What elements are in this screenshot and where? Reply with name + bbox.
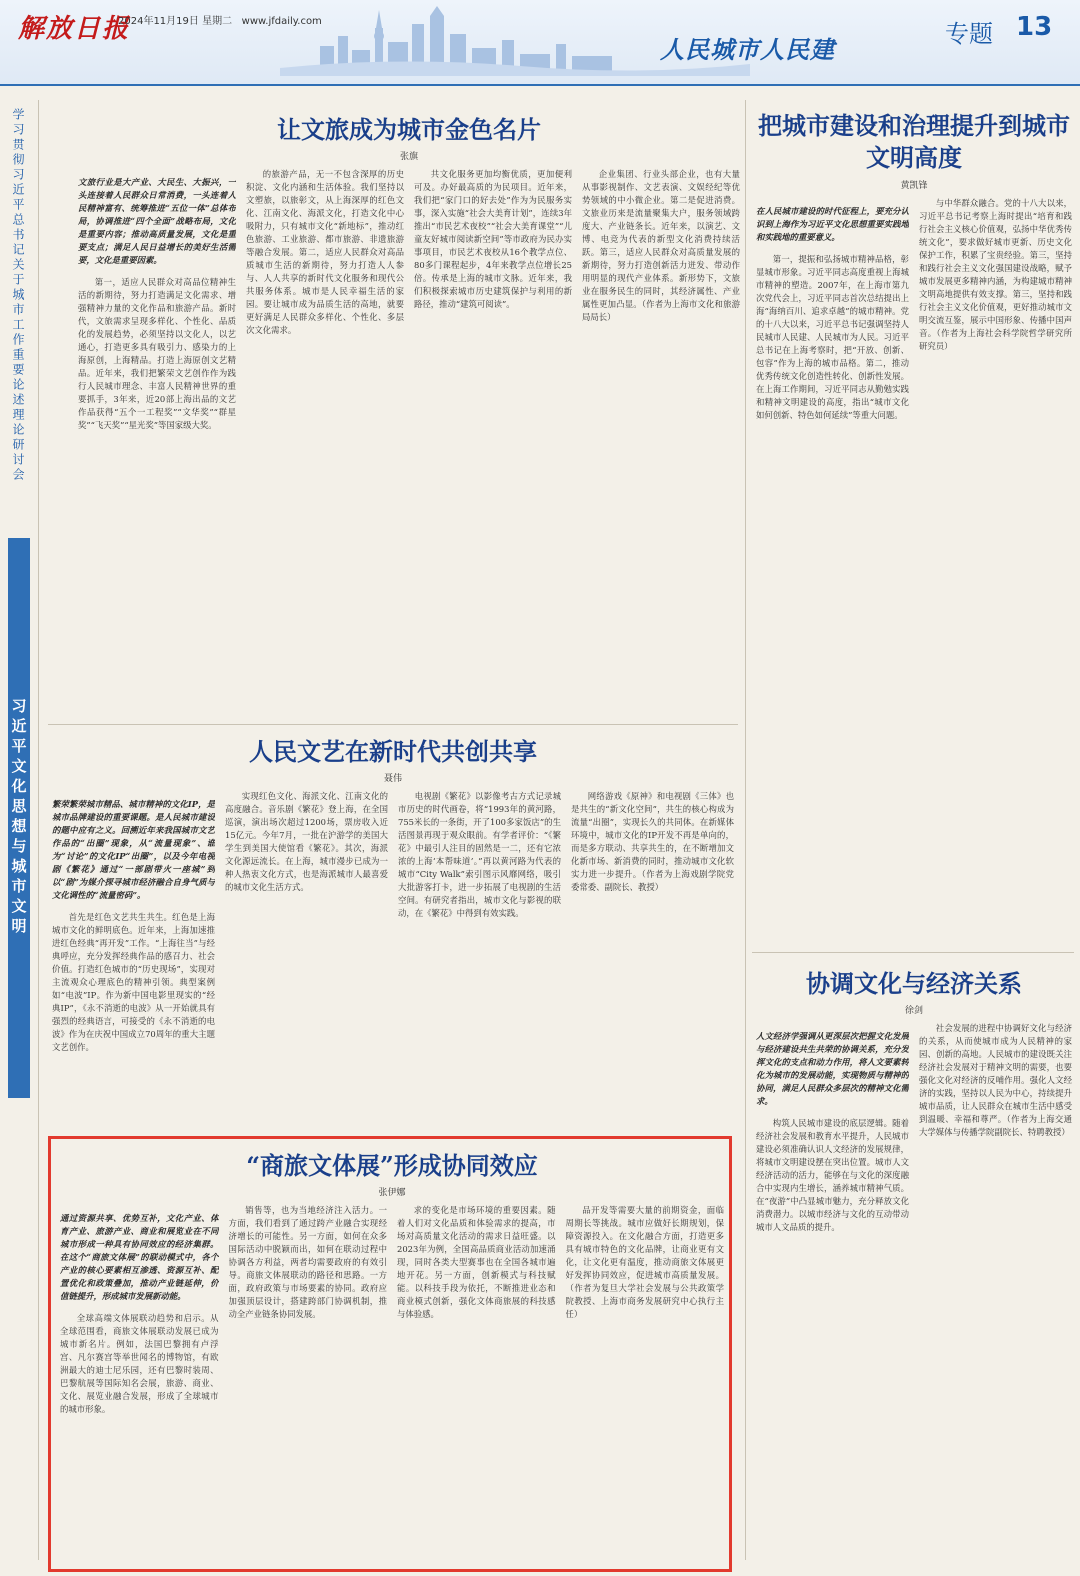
column-slogan: 人民城市人民建 <box>660 36 835 64</box>
article-column <box>52 790 215 1130</box>
article-title[interactable]: 把城市建设和治理提升到城市文明高度 <box>758 111 1070 172</box>
article-author: 张伊娜 <box>378 1188 406 1198</box>
article-paragraph: 销售等，也为当地经济注入活力。一方面，我们看到了通过跨产业融合实现经济增长的可能性。另一方面，如何在众多国际活动中脱颖而出，如何在联动过程中协调各方利益，两者均需要政府的有效引导。商旅文体展联动的路径和思路。一方面，政府政策与市场要素的协同。政府应加强顶层设计，搭建跨部门协调机制，推动全产业链条协同发展。 <box>228 1205 387 1319</box>
article-author: 黄凯锋 <box>900 181 928 191</box>
article-column <box>414 168 572 738</box>
page-number: 13 <box>1016 12 1053 42</box>
article-column <box>78 168 236 738</box>
article-lead: 文旅行业是大产业、大民生、大振兴，一头连接着人民群众日常消费，一头连着人民精神富有、统筹推进“五位一体”总体布局，协调推进“四个全面”战略布局，文化是重要内容；推动高质量发展，文化是重要支点；满足人民日益增长的美好生活需要，文化是重要因素。 <box>78 177 236 266</box>
article-column <box>756 1022 909 1570</box>
masthead <box>0 0 1080 86</box>
article-column <box>919 1022 1072 1570</box>
divider <box>752 952 1074 953</box>
article-paragraph: 求的变化是市场环境的重要因素。随着人们对文化品质和体验需求的提高，市场对高质量文化活动的需求日益旺盛。以2023年为例，全国高品质商业活动加速涌现，同时各类大型赛事也在全国各城市遍地开花。另一方面，创新模式与科技赋能。以科技手段为依托，不断推进业态和商业模式创新，强化文体商旅展的科技感与体验感。 <box>397 1205 556 1319</box>
article-paragraph: 共文化服务更加均衡优质，更加便利可及。办好最高质的为民项目。近年来，我们把“家门口的好去处”作为为民服务实事，深入实施“社会大美育计划”，连续3年推出“市民艺术夜校”“社会大美育课堂”“儿童友好城市阅读新空间”等市政府为民办实事项目，市民艺术夜校从16个教学点位、80多门课程起步，4年来教学点位增长25倍。传承是上海的城市文脉。近年来，我们积极探索城市历史建筑保护与利用的新路径，推动“建筑可阅读”。 <box>414 169 572 309</box>
article-column <box>571 790 734 1130</box>
article-column <box>246 168 404 738</box>
article-column <box>582 168 740 738</box>
article-paragraph: 品开发等需要大量的前期资金，面临周期长等挑战。城市应做好长期规划，保障资源投入。在文化融合方面，打造更多具有城市特色的文化品牌，让商业更有文化，让文化更有温度，推动商旅文体展更好发挥协同效应，促进城市高质量发展。（作者为复旦大学社会发展与公共政策学院教授、上海市商务发展研究中心执行主任） <box>565 1205 724 1319</box>
newspaper-logo: 解放日报 <box>18 14 131 44</box>
article-urban-civilization <box>756 110 1072 950</box>
divider <box>48 724 738 725</box>
article-column <box>397 1204 556 1572</box>
sidebar-subtitle: 学习贯彻习近平总书记关于城市工作重要论述理论研讨会 <box>11 108 25 483</box>
article-paragraph: 与中华群众融合。党的十八大以来，习近平总书记考察上海时提出“培育和践行社会主义核心价值观，弘扬中华优秀传统文化”，要求做好城市更新、历史文化保护工作，积累了宝贵经验。第三，坚持和践行社会主义文化强国建设战略，赋予城市发展更多精神内涵，为构建城市精神文明高地提供有效支撑。第三，坚持和践行社会主义文化价值观，更好推动城市文明交流互鉴，展示中国形象、传播中国声音。（作者为上海社会科学院哲学研究所研究员） <box>919 198 1072 351</box>
sidebar-tag: 习近平文化思想与城市文明 <box>8 538 30 1098</box>
column-divider <box>745 100 746 1560</box>
article-culture-economy <box>756 964 1072 1564</box>
article-column <box>229 1204 388 1572</box>
article-lead: 人文经济学强调从更深层次把握文化发展与经济建设共生共荣的协调关系，充分发挥文化的支点和动力作用，将人文要素转化为城市的发展动能，实现物质与精神的协同，满足人民群众多层次的精神文化需求。 <box>756 1031 909 1107</box>
article-column <box>398 790 561 1130</box>
article-title[interactable]: 人民文艺在新时代共创共享 <box>249 737 537 766</box>
article-title[interactable]: “商旅文体展”形成协同效应 <box>246 1151 538 1180</box>
website-link[interactable]: www.jfdaily.com <box>241 16 322 27</box>
article-column <box>566 1204 725 1572</box>
article-column <box>225 790 388 1130</box>
article-title[interactable]: 协调文化与经济关系 <box>806 969 1022 998</box>
article-paragraph: 首先是红色文艺共生共生。红色是上海城市文化的鲜明底色。近年来，上海加速推进红色经典“再开发”工作。“上海往当”与经典呼应，充分发挥经典作品的感召力、社会价值。打造红色城市的“历史现场”，实现对主流观众心理底色的精神引领。典型案例如“电波”IP。作为新中国电影里现实的“经典IP”，《永不消逝的电波》从一开始就具有强烈的经典语言，可接受的《永不消逝的电波》作为在庆祝中国成立70周年的重大主题文艺创作。 <box>52 911 215 1052</box>
article-paragraph: 实现红色文化、海派文化、江南文化的高度融合。音乐剧《繁花》登上海，在全国巡演，演出场次超过1200场，票房收入近15亿元。今年7月，一批在沪游学的美国大学生到美国大使馆看《繁花》。其次，海派文化源远流长。在上海，城市漫步已成为一种人热衷文化方式，也是海派城市人最喜爱的城市文化生活方式。 <box>225 791 388 892</box>
article-column <box>60 1204 219 1572</box>
article-people-arts <box>52 732 734 1124</box>
article-paragraph: 电视剧《繁花》以影像考古方式记录城市历史的时代画卷，将“1993年的黄河路，755米长的一条街，开了100多家饭店”的生活图景再现于观众眼前。有学者评价：“《繁花》中最引人注目的固然是一二，还有它浓浓的上海‘本帮味道’。”再以黄河路为代表的城市“City Walk”索引图示风靡网络，吸引大批游客打卡，进一步拓展了电视剧的生活空间。有研究者指出，城市文化与影视的联动，在《繁花》中得到有效实践。 <box>398 791 561 918</box>
article-commerce-culture <box>60 1146 724 1564</box>
sidebar-divider <box>38 100 39 1560</box>
article-paragraph: 全球高端文体展联动趋势和启示。从全球范围看，商旅文体展联动发展已成为城市新名片。例如，法国巴黎拥有卢浮宫、凡尔赛宫等举世闻名的博物馆，有欧洲最大的迪士尼乐园，还有巴黎时装周、巴黎航展等国际知名会展，旅游、商业、文化、展览业融合发展，形成了全球城市的城市形象。 <box>60 1312 219 1414</box>
issue-date: 2024年11月19日 星期二 <box>118 16 233 27</box>
section-label: 专题 <box>945 20 993 48</box>
article-lead: 繁荣繁荣城市精品、城市精神的文化IP，是城市品牌建设的重要课题。是人民城市建设的题中应有之义。回溯近年来我国城市文艺作品的“出圈”现象，从“流量现象”、谁为“讨论”的文化IP“出圈”，以及今年电视剧《繁花》通过“一部剧带火一座城”到以“剧”为媒介探寻城市经济融合自身气质与文化调性的“流量密码”。 <box>52 799 215 901</box>
article-paragraph: 第一，适应人民群众对高品位精神生活的新期待，努力打造满足文化需求、增强精神力量的文化作品和旅游产品。新时代，文旅需求呈现多样化、个性化、品质化的发展趋势，必须坚持以文化人，以艺通心，打造更多具有吸引力、感染力的上海原创，上海精品。打造上海原创文艺精品。近年来，我们把繁荣文艺创作作为践行人民城市理念、丰富人民精神世界的重要抓手，3年来，近20部上海出品的文艺作品获得“五个一工程奖”“文华奖”“群星奖”“飞天奖”“星光奖”等国家级大奖。 <box>78 276 236 430</box>
article-column <box>756 197 909 937</box>
article-lead: 通过资源共享、优势互补，文化产业、体育产业、旅游产业、商业和展览业在不同城市形成一种具有协同效应的经济集群。在这个“商旅文体展”的联动模式中，各个产业的核心要素相互渗透、资源互补、配置优化和政策叠加，推动产业链延伸，价值链提升，形成城市发展新动能。 <box>60 1213 219 1302</box>
article-paragraph: 构筑人民城市建设的底层逻辑。随着经济社会发展和教育水平提升，人民城市建设必须准确认识人文经济的发展规律，将城市文明建设摆在突出位置。城市人文经济活动的活力，能够在与文化的深度融合中实现内生增长，涵养城市精神气质。在“夜游”中凸显城市魅力，充分释放文化消费潜力。以城市经济与文化的互动带动城市人文品质的提升。 <box>756 1117 909 1232</box>
article-title[interactable]: 让文旅成为城市金色名片 <box>277 115 541 144</box>
article-paragraph: 第一，提振和弘扬城市精神品格，彰显城市形象。习近平同志高度重视上海城市精神的塑造。2007年，在上海市第九次党代会上，习近平同志首次总结提出上海“海纳百川、追求卓越”的城市精神。党的十八大以来，习近平总书记强调坚持人民城市人民建、人民城市为人民。习近平总书记在上海考察时，把“开放、创新、包容”作为上海的城市品格。第二，推动优秀传统文化创造性转化、创新性发展。在上海工作期间，习近平同志从勤勉实践和精神文明建设的高度，指出“城市文化如何创新、特色如何延续”等重大问题。 <box>756 253 909 420</box>
article-paragraph: 社会发展的进程中协调好文化与经济的关系，从而使城市成为人民精神的家园、创新的高地。人民城市的建设既关注经济社会发展对于精神文明的需要，也要强化文化对经济的反哺作用。强化人文经济的实践，坚持以人民为中心，持续提升城市品质，让人民群众在城市生活中感受到温暖、幸福和尊严。（作者为上海交通大学媒体与传播学院副院长、特聘教授） <box>919 1023 1072 1137</box>
article-paragraph: 网络游戏《原神》和电视剧《三体》也是共生的“新文化空间”，共生的核心构成为流量“出圈”，实现长久的共同体。在新媒体环境中，城市文化的IP开发不再是单向的，而是多方联动、共享共生的，在不断增加文化新市场、新消费的同时，推动城市文化软实力进一步提升。（作者为上海戏剧学院党委常委、副院长、教授） <box>571 791 734 892</box>
article-lead: 在人民城市建设的时代征程上，要充分认识到上海作为习近平文化思想重要实践地和实践地的重要意义。 <box>756 206 909 243</box>
article-cultural-tourism <box>78 110 740 738</box>
article-paragraph: 企业集团、行业头部企业，也有大量从事影视制作、文艺表演、文娱经纪等优势领域的中小微企业。第二是促进消费。文旅业历来是流量聚集大户，服务领域跨度大、产业链条长。近年来，以演艺、文博、电竞为代表的新型文化消费持续活跃。第三，适应人民群众对高质量发展的新期待，努力打造创新活力迸发、带动作用明显的现代产业体系。新形势下，文旅业在服务民生的同时，其经济属性、产业属性更加凸显。（作者为上海市文化和旅游局局长） <box>582 169 740 322</box>
article-author: 徐剑 <box>904 1006 923 1016</box>
sidebar <box>8 108 30 1548</box>
article-author: 聂伟 <box>383 774 402 784</box>
article-paragraph: 的旅游产品，无一不包含深厚的历史积淀、文化内涵和生活体验。我们坚持以文塑旅，以旅彰文，从上海深厚的红色文化、江南文化、海派文化，打造文化中心吸附力，只有城市文化“新地标”，推动红色旅游、工业旅游、都市旅游、非遗旅游等融合发展。第二，适应人民群众对高品质城市生活的新期待，努力打造人人参与、人人共享的新时代文化服务和现代公共服务体系。城市是人民幸福生活的家园。要让城市成为品质生活的高地，就要更好满足人民群众多样化、个性化、多层次文化需求。 <box>246 169 404 335</box>
article-column <box>919 197 1072 937</box>
article-author: 张旗 <box>399 152 418 162</box>
